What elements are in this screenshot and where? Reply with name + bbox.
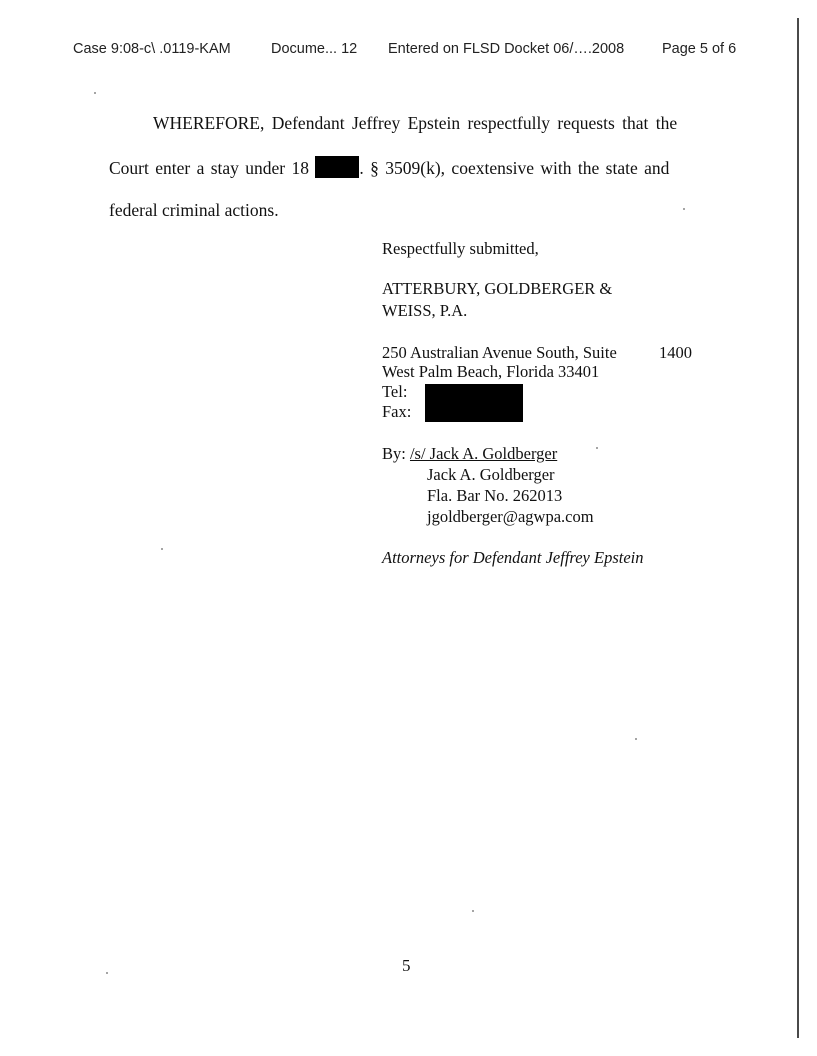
by-label: By: — [382, 444, 410, 463]
attorney-name: Jack A. Goldberger — [427, 465, 555, 484]
firm-name-line-2: WEISS, P.A. — [382, 301, 468, 320]
body-line-1: WHEREFORE, Defendant Jeffrey Epstein respectfully requests that the — [153, 113, 678, 133]
scan-speck — [472, 910, 474, 912]
electronic-signature: /s/ Jack A. Goldberger — [409, 444, 558, 463]
docket-entry: Entered on FLSD Docket 06/….2008 — [388, 41, 625, 57]
page-indicator: Page 5 of 6 — [662, 41, 737, 57]
firm-name-line-1: ATTERBURY, GOLDBERGER & — [382, 279, 613, 298]
body-line-2-start: Court enter a stay under 18 — [109, 158, 310, 178]
address-suite: 1400 — [659, 343, 692, 362]
scan-speck — [596, 447, 598, 449]
signed-by-line — [382, 444, 557, 464]
scan-speck — [161, 548, 163, 550]
redaction-block-contact — [425, 384, 523, 422]
attorney-email: jgoldberger@agwpa.com — [427, 507, 594, 526]
address-line-2 — [382, 362, 599, 382]
fax-label: Fax: — [382, 402, 412, 421]
redaction-block — [315, 156, 359, 178]
body-line-2-end: . § 3509(k), coextensive with the state and — [359, 158, 670, 178]
scan-edge-line — [797, 18, 799, 1038]
attorneys-for-line: Attorneys for Defendant Jeffrey Epstein — [382, 548, 644, 567]
document-number: Docume... 12 — [271, 41, 358, 57]
scan-speck — [94, 92, 96, 94]
tel-label: Tel: — [382, 382, 408, 401]
address-city: Palm Beach, Florida 33401 — [418, 362, 600, 381]
address-line-1: 250 Australian Avenue South, Suite — [382, 343, 617, 362]
case-number: Case 9:08-c\ .0119-KAM — [73, 41, 231, 57]
scan-speck — [683, 208, 685, 210]
bar-number: Fla. Bar No. 262013 — [427, 486, 563, 505]
respectfully-submitted: Respectfully submitted, — [382, 239, 539, 258]
scan-speck — [106, 972, 108, 974]
body-line-2 — [109, 156, 669, 178]
scan-speck — [635, 738, 637, 740]
body-line-3: federal criminal actions. — [109, 200, 279, 220]
address-city-prefix: West — [382, 362, 419, 381]
page-number: 5 — [402, 956, 411, 975]
